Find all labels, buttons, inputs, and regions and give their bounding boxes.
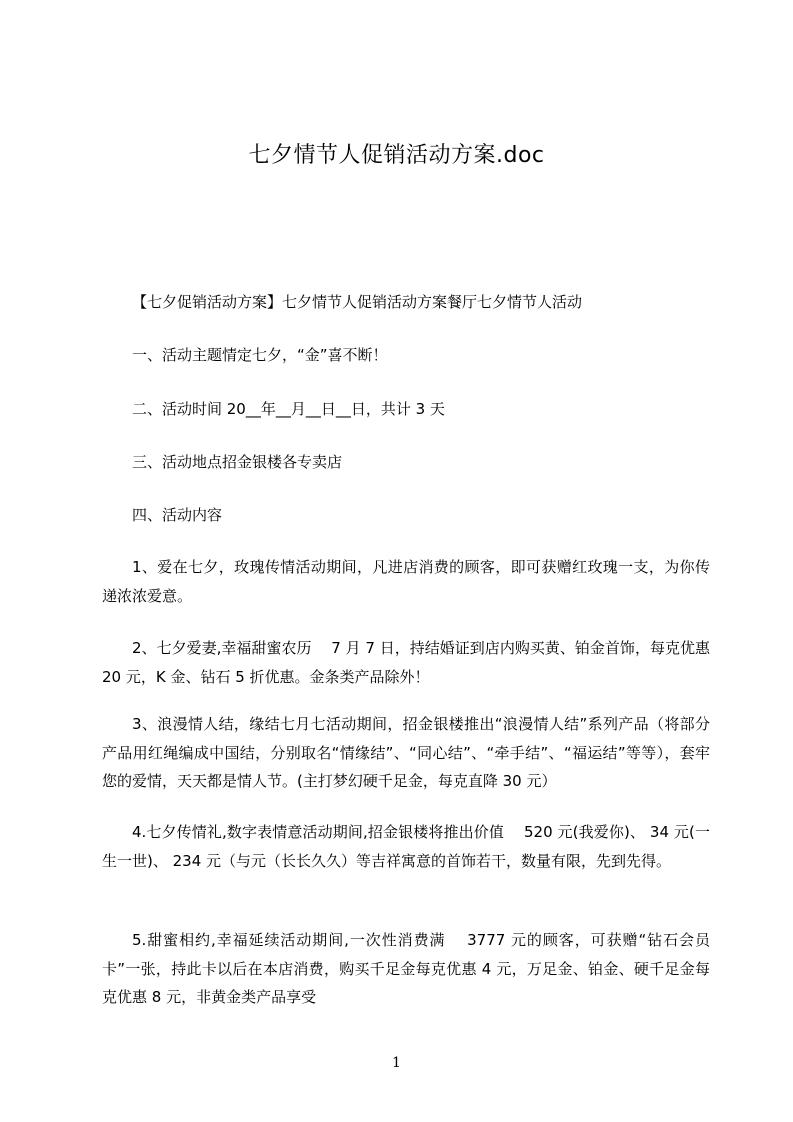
paragraph-item-3: 3、浪漫情人结，缘结七月七活动期间，招金银楼推出“浪漫情人结”系列产品（将部分产品用红绳编成中国结，分别取名“情缘结”、“同心结”、“牵手结”、“福运结”等等），套牢您的爱情，天天都是情人节。(主打梦幻硬千足金，每克直降 30 元） [102,715,710,790]
document-title: 七夕情节人促销活动方案.doc [248,143,545,168]
paragraph-location: 三、活动地点招金银楼各专卖店 [132,453,343,471]
paragraph-item-4: 4.七夕传情礼,数字表情意活动期间,招金银楼将推出价值 520 元(我爱你)、 34 元(一生一世)、 234 元（与元（长长久久）等吉祥寓意的首饰若干，数量有限，先到先得。 [102,823,710,870]
paragraph-time: 二、活动时间 20__年__月__日__日，共计 3 天 [132,400,445,418]
page-number: 1 [392,1055,401,1071]
paragraph-content-heading: 四、活动内容 [132,506,223,524]
paragraph-item-5: 5.甜蜜相约,幸福延续活动期间,一次性消费满 3777 元的顾客，可获赠“钻石会员卡”一张，持此卡以后在本店消费，购买千足金每克优惠 4 元，万足金、铂金、硬千足金每克优惠 8 元，非黄金类产品享受 [102,931,710,1006]
paragraph-intro: 【七夕促销活动方案】七夕情节人促销活动方案餐厅七夕情节人活动 [132,293,583,311]
paragraph-item-1: 1、爱在七夕，玫瑰传情活动期间，凡进店消费的顾客，即可获赠红玫瑰一支，为你传递浓浓爱意。 [102,558,710,605]
paragraph-item-2: 2、七夕爱妻,幸福甜蜜农历 7 月 7 日，持结婚证到店内购买黄、铂金首饰，每克优惠 20 元，K 金、钻石 5 折优惠。金条类产品除外！ [102,639,710,686]
paragraph-theme: 一、活动主题情定七夕，“金”喜不断！ [132,346,388,364]
